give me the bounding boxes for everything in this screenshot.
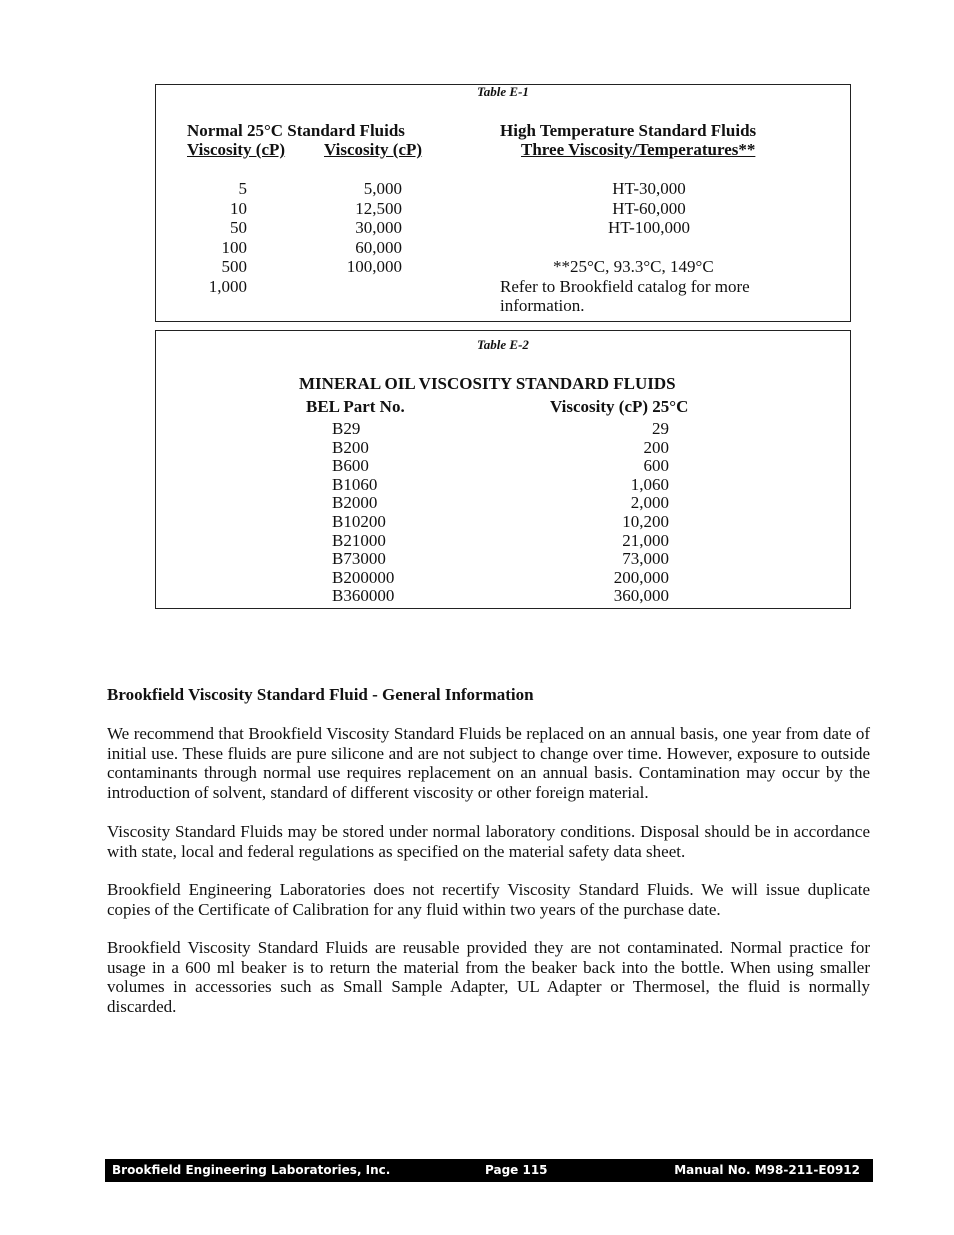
- table-e1-right-subheader: Three Viscosity/Temperatures**: [521, 140, 756, 159]
- table-cell: 10: [230, 198, 247, 218]
- table-cell: B200: [332, 437, 369, 457]
- table-e1-refer-note-line2: information.: [500, 296, 585, 315]
- table-cell: 60,000: [355, 237, 402, 257]
- table-cell: 50: [230, 218, 247, 237]
- paragraph: Brookfield Viscosity Standard Fluids are reusable provided they are not contaminated. Normal practice for usage in a 600 ml beaker is to return the material from the beaker back into the bottle. When using smaller volumes in accessories such as Small Sample Adapter, UL Adapter or Thermosel, the fluid is normally discarded.: [107, 938, 870, 1016]
- table-e1-col2-header: Viscosity (cP): [324, 140, 423, 159]
- table-cell: B29: [332, 419, 361, 438]
- table-cell: HT-60,000: [612, 198, 686, 218]
- paragraph: Brookfield Engineering Laboratories does not recertify Viscosity Standard Fluids. We will issue duplicate copies of the Certificate of Calibration for any fluid within two years of the purchase date.: [107, 880, 870, 919]
- section-title: Brookfield Viscosity Standard Fluid - General Information: [107, 685, 534, 704]
- table-cell: HT-100,000: [607, 218, 690, 237]
- table-e2-col2-header: Viscosity (cP) 25°C: [550, 397, 689, 416]
- table-e1: [155, 84, 851, 322]
- table-cell: 5: [238, 179, 247, 198]
- table-cell: B21000: [332, 530, 386, 550]
- table-cell: HT-30,000: [612, 179, 686, 198]
- table-cell: 1,000: [208, 276, 247, 296]
- table-cell: 500: [221, 257, 247, 276]
- table-cell: 29: [652, 419, 669, 438]
- table-e1-refer-note-line1: Refer to Brookfield catalog for more: [500, 277, 750, 296]
- table-e1-caption: Table E-1: [477, 84, 529, 99]
- table-e1-col1-values: [196, 179, 247, 296]
- table-cell: 12,500: [355, 198, 402, 218]
- table-e1-temps-note: **25°C, 93.3°C, 149°C: [553, 257, 714, 276]
- footer-manual-number: Manual No. M98-211-E0912: [674, 1163, 860, 1177]
- table-cell: B1060: [332, 474, 378, 494]
- table-cell: 360,000: [613, 586, 669, 606]
- table-cell: 1,060: [630, 474, 669, 494]
- table-e2-viscosities: [568, 420, 669, 606]
- table-e1-col1-header: Viscosity (cP): [187, 140, 286, 159]
- table-cell: B73000: [332, 549, 386, 569]
- table-cell: 30,000: [355, 218, 402, 237]
- table-e2-col1-header: BEL Part No.: [306, 397, 405, 416]
- paragraph: Viscosity Standard Fluids may be stored under normal laboratory conditions. Disposal should be in accordance with state, local and federal regulations as specified on the material safety data sheet.: [107, 822, 870, 861]
- table-e2-title: MINERAL OIL VISCOSITY STANDARD FLUIDS: [299, 374, 676, 393]
- table-cell: 200: [643, 437, 669, 457]
- table-e2: [155, 330, 851, 609]
- table-e1-left-header: Normal 25°C Standard Fluids: [187, 121, 405, 140]
- table-e1-ht-values: [560, 179, 738, 238]
- table-cell: B2000: [332, 493, 378, 513]
- footer-company: Brookfield Engineering Laboratories, Inc.: [112, 1163, 391, 1177]
- table-cell: 10,200: [622, 511, 669, 531]
- table-e2-caption: Table E-2: [477, 337, 529, 352]
- table-cell: 100,000: [346, 257, 402, 276]
- table-e2-parts: [332, 420, 394, 606]
- paragraph: We recommend that Brookfield Viscosity Standard Fluids be replaced on an annual basis, one year from date of initial use. These fluids are pure silicone and are not subject to change over time. However, exposure to outside contaminants through normal use requires replacement on an annual basis. Contamination may occur by the introduction of solvent, standard of different viscosity or other foreign material.: [107, 724, 870, 802]
- table-cell: 2,000: [630, 493, 669, 513]
- footer-page-number: Page 115: [485, 1163, 548, 1177]
- table-cell: 600: [643, 456, 669, 476]
- table-cell: B10200: [332, 511, 386, 531]
- table-cell: 200,000: [613, 567, 669, 587]
- table-e1-col2-values: [316, 179, 402, 277]
- table-cell: B200000: [332, 567, 395, 587]
- table-e1-right-header: High Temperature Standard Fluids: [500, 121, 757, 140]
- page-footer: [105, 1159, 873, 1182]
- table-cell: 73,000: [622, 549, 669, 569]
- table-cell: 100: [221, 237, 247, 257]
- table-cell: B600: [332, 456, 369, 476]
- table-cell: 5,000: [363, 179, 402, 198]
- table-cell: B360000: [332, 586, 395, 606]
- table-cell: 21,000: [622, 530, 669, 550]
